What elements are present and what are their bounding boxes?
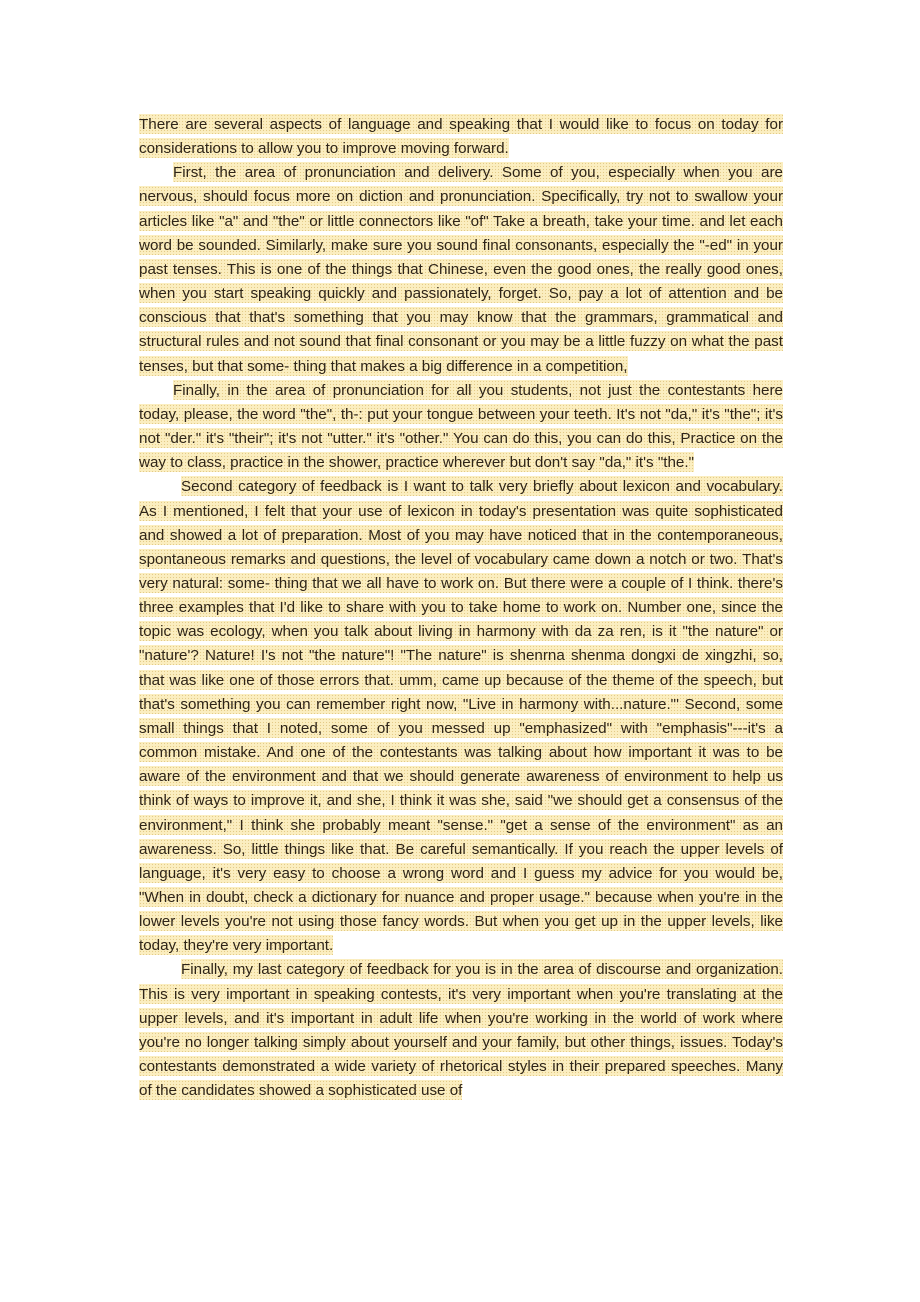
paragraph-pronunciation-delivery-text: First, the area of pronunciation and delivery. Some of you, especially when you are nervous, should focus more on diction and pronunciation. Specifically, try not to swallow your articles like "a" and "the" or little connectors like "of" Take a breath, take your time. and let each word be sounded. Similarly, make sure you sound final consonants, especially the "-ed" in your past tenses. This is one of the things that Chinese, even the good ones, the really good ones, when you start speaking quickly and passionately, forget. So, pay a lot of attention and be conscious that that's something that you may know that the grammars, grammatical and structural rules and not sound that final consonant or you may be a little fuzzy on what the past tenses, but that some- thing that makes a big difference in a competition, bbox=[139, 164, 783, 375]
paragraph-pronunciation-the bbox=[139, 379, 783, 476]
paragraph-pronunciation-the-text: Finally, in the area of pronunciation for all you students, not just the contestants here today, please, the word "the", th-: put your tongue between your teeth. It's not "da," it's "the"; it's not "der." it's "their"; it's not "utter." it's "other." You can do this, you can do this, Practice on the way to class, practice in the shower, practice wherever but don't say "da," it's "the." bbox=[139, 381, 783, 472]
document-body bbox=[139, 113, 783, 1103]
paragraph-discourse-organization bbox=[139, 958, 783, 1103]
paragraph-lexicon-vocabulary-text: Second category of feedback is I want to talk very briefly about lexicon and vocabulary. As I mentioned, I felt that your use of lexicon in today's presentation was quite sophisticated and showed a lot of preparation. Most of you may have noticed that in the contemporaneous, spontaneous remarks and questions, the level of vocabulary came down a notch or two. That's very natural: some- thing that we all have to work on. But there were a couple of I think. there's three examples that I'd like to share with you to take home to work on. Number one, since the topic was ecology, when you talk about living in harmony with da za ren, is it "the nature" or "nature'? Nature! I's not "the nature"! "The nature" is shenrna shenma dongxi de xingzhi, so, that was like one of those errors that. umm, came up because of the theme of the speech, but that's something you can remember right now, "Live in harmony with...nature."' Second, some small things that I noted, some of you messed up "emphasized" with "emphasis"---it's a common mistake. And one of the contestants was talking about how important it was to be aware of the environment and that we should generate awareness of environment to help us think of ways to improve it, and she, I think it was she, said "we should get a consensus of the environment," I think she probably meant "sense." "get a sense of the environment" as an awareness. So, little things like that. Be careful semantically. If you reach the upper levels of language, it's very easy to choose a wrong word and I guess my advice for you would be, "When in doubt, check a dictionary for nuance and proper usage." because when you're in the lower levels you're not using those fancy words. But when you get up in the upper levels, like today, they're very important. bbox=[139, 478, 783, 955]
paragraph-intro bbox=[139, 113, 783, 161]
paragraph-pronunciation-delivery bbox=[139, 161, 783, 378]
paragraph-lexicon-vocabulary bbox=[139, 475, 783, 958]
paragraph-intro-text: There are several aspects of language and speaking that I would like to focus on today for considerations to allow you to improve moving forward. bbox=[139, 116, 783, 158]
paragraph-discourse-organization-text: Finally, my last category of feedback for you is in the area of discourse and organization. This is very important in speaking contests, it's very important when you're translating at the upper levels, and it's important in adult life when you're working in the world of work where you're no longer talking simply about yourself and your family, but other things, issues. Today's contestants demonstrated a wide variety of rhetorical styles in their prepared speeches. Many of the candidates showed a sophisticated use of bbox=[139, 961, 783, 1100]
